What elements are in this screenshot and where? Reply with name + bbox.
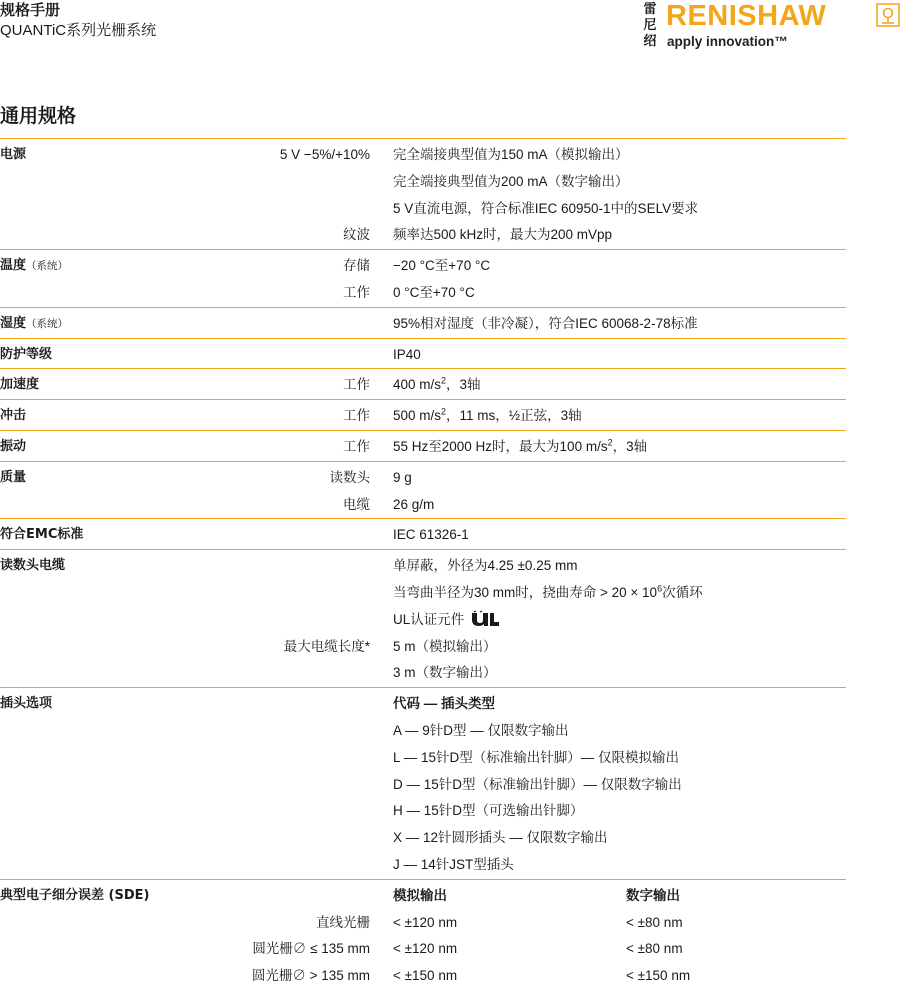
table-row [0,492,846,519]
spec-group-acceleration [0,368,846,399]
spec-value: 完全端接典型值为150 mA（模拟输出） [393,147,629,162]
spec-label: 质量 [0,469,27,485]
spec-group-sde [0,879,846,990]
spec-value: 5 m（模拟输出） [393,638,497,654]
spec-group-sealing [0,338,846,369]
spec-label: 插头选项 [0,696,53,712]
renishaw-logo [640,0,900,54]
spec-condition: 工作 [343,408,370,424]
doc-subtitle: QUANTiC系列光栅系统 [0,22,157,39]
connector-option: J — 14针JST型插头 [393,856,514,872]
spec-label-note: （系统） [26,317,69,330]
spec-value: 完全端接典型值为200 mA（数字输出） [393,173,629,189]
spec-label-note: （系统） [26,260,69,273]
spec-group-cable [0,549,846,687]
column-header-analog: 模拟输出 [393,887,447,903]
logo-wordmark: RENISHAW [666,0,827,32]
spec-value: 3 m（数字输出） [393,665,497,681]
section-title: 通用规格 [0,105,77,127]
table-row [0,403,846,430]
spec-condition: 5 V −5%/+10% [279,147,370,162]
spec-group-vibration [0,430,846,461]
table-row [0,342,846,369]
spec-condition: 圆光栅∅ > 135 mm [251,968,370,984]
table-row [0,910,846,937]
spec-value: 95%相对湿度（非冷凝），符合IEC 60068-2-78标准 [393,315,698,331]
sde-digital-value: < ±80 nm [626,914,683,930]
spec-value: 500 $m/s^2$，11 ms，½正弦，3轴 [393,406,582,424]
spec-group-shock [0,399,846,430]
connector-option: L — 15针D型（标准输出针脚）— 仅限模拟输出 [393,749,680,765]
column-header-digital: 数字输出 [626,887,680,903]
table-row [0,169,846,196]
table-row [0,883,846,910]
list-item [0,718,846,745]
ul-recognized-component-icon [470,611,500,627]
spec-condition: 工作 [343,377,370,393]
table-row [0,963,846,990]
list-item [0,772,846,799]
spec-label: 加速度 [0,377,40,393]
spec-label: 温度（系统） [0,258,69,274]
table-row [0,936,846,963]
list-item [0,852,846,879]
spec-label: 冲击 [0,408,27,424]
list-item [0,798,846,825]
table-row [0,660,846,687]
spec-value: −20 °C至+70 °C [393,258,491,274]
spec-group-power [0,138,846,249]
spec-value: 26 g/m [393,496,435,512]
table-row [0,465,846,492]
spec-condition: 直线光栅 [316,914,370,930]
spec-condition: 最大电缆长度* [283,638,370,654]
connector-option: A — 9针D型 — 仅限数字输出 [393,722,569,738]
connector-option: X — 12针圆形插头 — 仅限数字输出 [393,830,608,846]
spec-group-emc [0,518,846,549]
table-row [0,434,846,461]
sde-analog-value: < ±120 nm [393,914,458,930]
spec-condition: 存储 [343,258,370,274]
connector-option: D — 15针D型（标准输出针脚）— 仅限数字输出 [393,776,682,792]
spec-group-temperature [0,249,846,307]
table-row [0,607,846,634]
spec-label: 湿度（系统） [0,315,69,331]
document-header [0,0,900,60]
spec-condition: 圆光栅∅ ≤ 135 mm [252,941,370,957]
spec-value: UL认证元件 [393,611,500,629]
spec-label: 读数头电缆 [0,558,66,574]
table-row [0,196,846,223]
spec-label: 振动 [0,438,27,454]
table-row [0,634,846,661]
spec-condition: 电缆 [343,496,370,512]
spec-value: 当弯曲半径为30 mm时，挠曲寿命 > $20 \times 10^6$次循环 [393,583,703,600]
table-row [0,553,846,580]
spec-value: IP40 [393,346,421,362]
table-row [0,142,846,169]
doc-title: 规格手册 [0,1,61,19]
list-item [0,745,846,772]
table-row [0,280,846,307]
list-item [0,825,846,852]
spec-group-mass [0,461,846,519]
spec-condition: 纹波 [343,227,370,243]
spec-condition: 工作 [343,284,370,300]
spec-value-heading: 代码 — 插头类型 [393,696,496,712]
table-row [0,580,846,607]
spec-label: 防护等级 [0,346,53,362]
spec-value: 频率达500 kHz时，最大为200 mVpp [393,227,613,243]
logo-chinese-name: 雷 尼 绍 [643,2,657,49]
spec-label: 符合EMC标准 [0,527,84,543]
table-row [0,372,846,399]
spec-value: 0 °C至+70 °C [393,284,475,300]
spec-value: IEC 61326-1 [393,527,469,543]
spec-value: 55 Hz至2000 Hz时，最大为100 $m/s^2$，3轴 [393,437,648,454]
spec-value: 400 $m/s^2$，3轴 [393,375,481,393]
table-row [0,222,846,249]
spec-condition: 工作 [343,438,370,454]
renishaw-emblem-icon [876,3,900,27]
logo-tagline: apply innovation™ [667,34,788,49]
sde-analog-value: < ±150 nm [393,968,458,984]
table-row [0,253,846,280]
table-row [0,691,846,718]
sde-digital-value: < ±150 nm [626,968,691,984]
spec-value: 单屏蔽，外径为4.25 ±0.25 mm [393,558,578,574]
sde-analog-value: < ±120 nm [393,941,458,957]
spec-condition: 读数头 [329,469,370,485]
spec-group-connector [0,687,846,879]
spec-table [0,138,846,990]
spec-group-humidity [0,307,846,338]
table-row [0,522,846,549]
spec-value: 9 g [393,469,412,485]
spec-label: 典型电子细分误差 (SDE) [0,887,150,903]
sde-digital-value: < ±80 nm [626,941,683,957]
connector-option: H — 15针D型（可选输出针脚） [393,803,584,819]
spec-value: 5 V直流电源，符合标准IEC 60950-1中的SELV要求 [393,200,699,216]
table-row [0,311,846,338]
spec-label: 电源 [0,147,27,162]
